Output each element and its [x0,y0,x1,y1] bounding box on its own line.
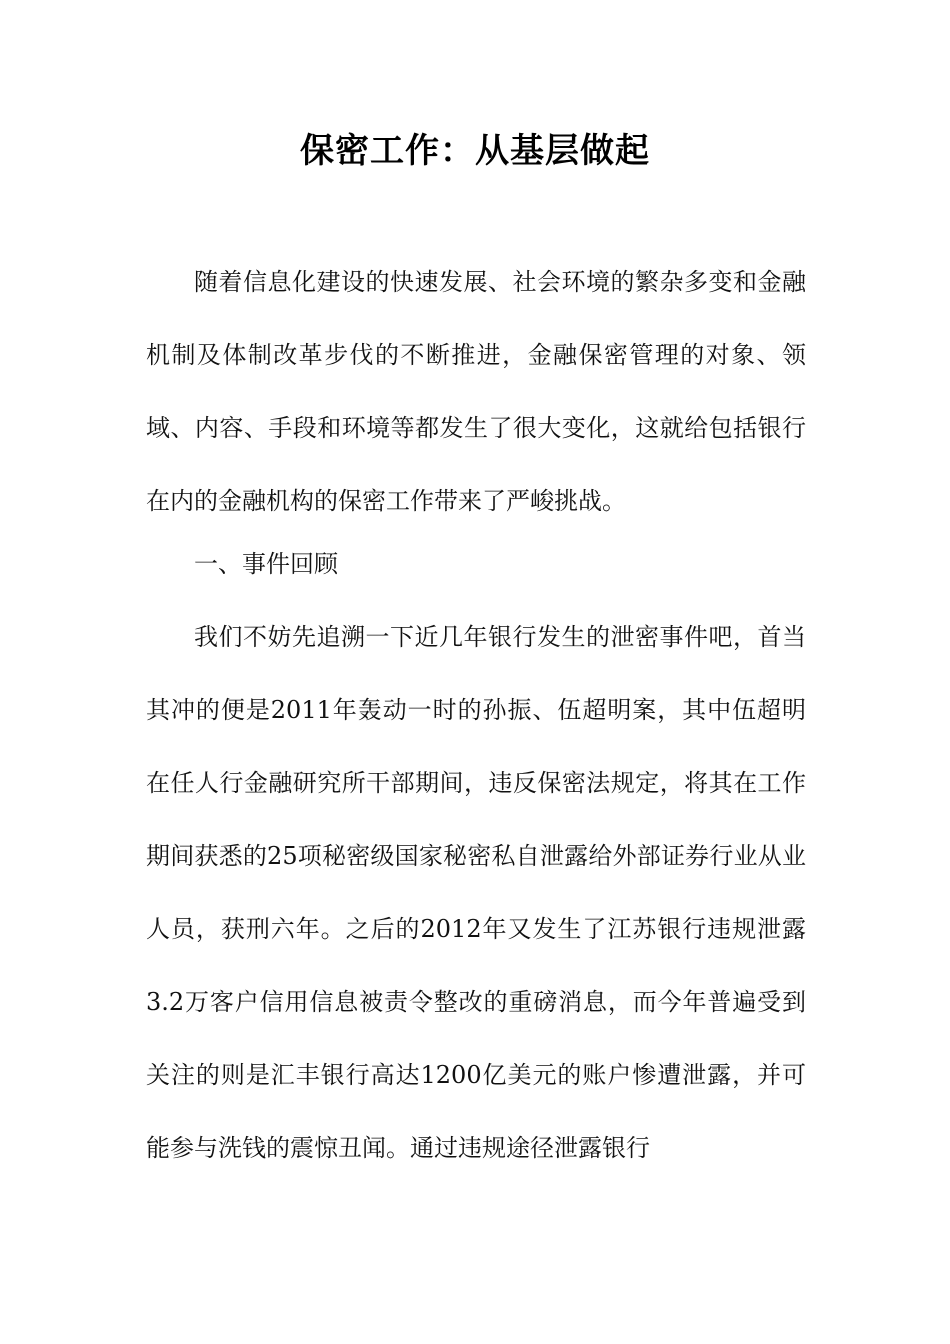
paragraph-intro: 随着信息化建设的快速发展、社会环境的繁杂多变和金融机制及体制改革步伐的不断推进，金融保密管理的对象、领域、内容、手段和环境等都发生了很大变化，这就给包括银行在内的金融机构的保密工作带来了严峻挑战。 [146,268,806,515]
section-heading-event-review: 一、事件回顾 [194,550,338,578]
paragraph-event-details: 我们不妨先追溯一下近几年银行发生的泄密事件吧，首当其冲的便是2011年轰动一时的孙振、伍超明案，其中伍超明在任人行金融研究所干部期间，违反保密法规定，将其在工作期间获悉的25项秘密级国家秘密私自泄露给外部证券行业从业人员，获刑六年。之后的2012年又发生了江苏银行违规泄露3.2万客户信用信息被责令整改的重磅消息，而今年普遍受到关注的则是汇丰银行高达1200亿美元的账户惨遭泄露，并可能参与洗钱的震惊丑闻。通过违规途径泄露银行 [146,623,806,1162]
document-body [146,246,806,1185]
document-title: 保密工作：从基层做起 [300,131,650,171]
